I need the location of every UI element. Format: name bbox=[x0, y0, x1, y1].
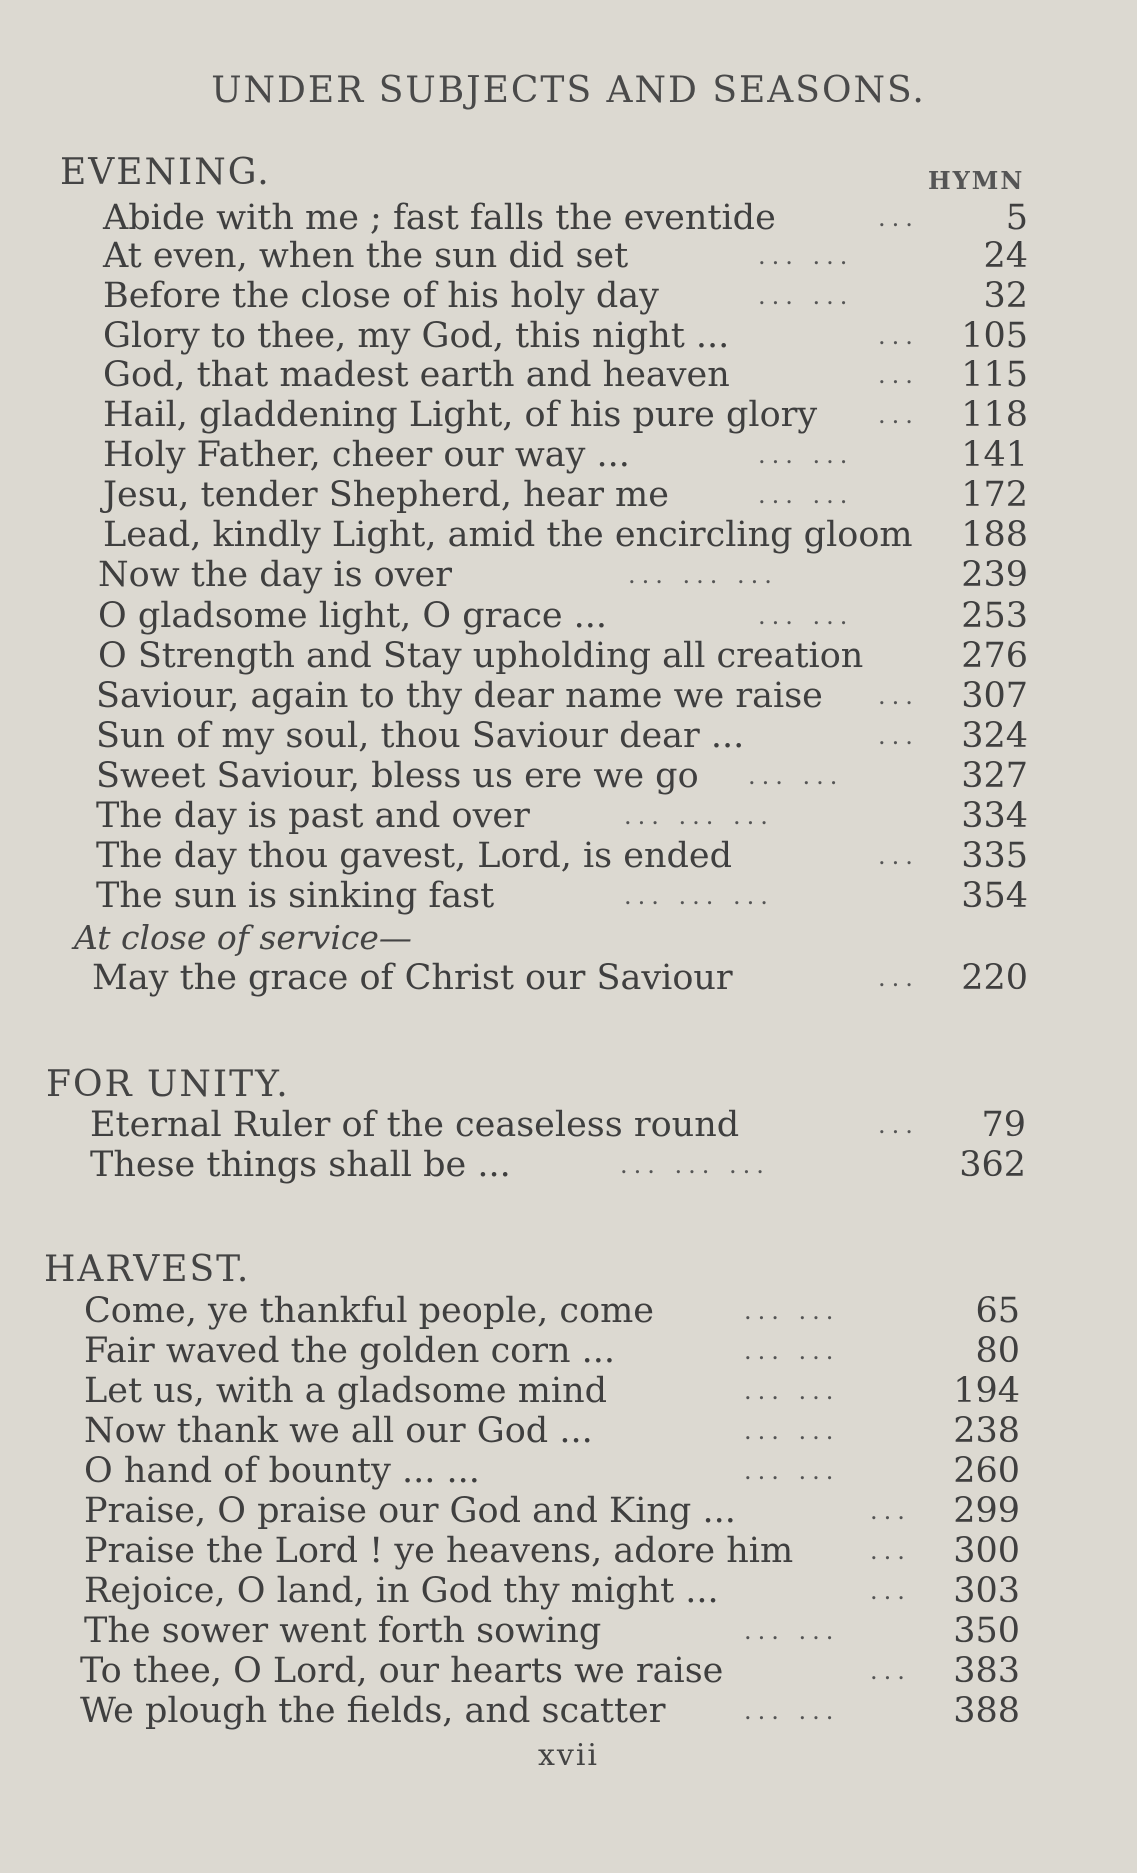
hymn-number: 24 bbox=[983, 236, 1028, 276]
hymn-entry bbox=[103, 395, 1028, 435]
hymn-entry bbox=[103, 198, 1028, 238]
hymn-title: To thee, O Lord, our hearts we raise bbox=[80, 1651, 724, 1691]
hymn-entry bbox=[103, 475, 1028, 515]
hymn-title: At even, when the sun did set bbox=[103, 236, 629, 276]
leader-dots: ... bbox=[878, 842, 919, 870]
hymn-title: We plough the fields, and scatter bbox=[80, 1691, 666, 1731]
leader-dots: ... ... bbox=[758, 441, 854, 469]
hymn-title: Sun of my soul, thou Saviour dear ... bbox=[96, 716, 745, 756]
hymn-entry bbox=[80, 1691, 1020, 1731]
hymn-number: 194 bbox=[953, 1371, 1020, 1411]
leader-dots: ... bbox=[870, 1537, 911, 1565]
leader-dots: ... bbox=[878, 361, 919, 389]
hymn-number: 188 bbox=[961, 515, 1028, 555]
hymn-title: These things shall be ... bbox=[90, 1145, 511, 1185]
leader-dots: ... ... bbox=[744, 1417, 840, 1445]
hymn-title: Let us, with a gladsome mind bbox=[84, 1371, 608, 1411]
hymn-number: 307 bbox=[961, 676, 1028, 716]
leader-dots: ... ... bbox=[744, 1457, 840, 1485]
hymn-number: 327 bbox=[961, 756, 1028, 796]
hymn-entry bbox=[84, 1411, 1020, 1451]
leader-dots: ... bbox=[878, 1111, 919, 1139]
leader-dots: ... ... bbox=[758, 242, 854, 270]
hymn-entry bbox=[84, 1331, 1020, 1371]
leader-dots: ... ... bbox=[758, 282, 854, 310]
leader-dots: ... bbox=[870, 1657, 911, 1685]
leader-dots: ... ... ... bbox=[624, 802, 774, 830]
hymn-number: 141 bbox=[961, 435, 1028, 475]
leader-dots: ... ... ... bbox=[628, 561, 778, 589]
hymn-title: Come, ye thankful people, come bbox=[84, 1291, 654, 1331]
hymn-entry bbox=[90, 1145, 1026, 1185]
hymn-entry bbox=[84, 1291, 1020, 1331]
hymn-number: 299 bbox=[953, 1491, 1020, 1531]
hymn-title: Now thank we all our God ... bbox=[84, 1411, 593, 1451]
hymn-number: 303 bbox=[953, 1571, 1020, 1611]
hymn-entry bbox=[90, 1105, 1026, 1145]
leader-dots: ... ... bbox=[748, 762, 844, 790]
hymn-entry bbox=[103, 316, 1028, 356]
hymn-title: Now the day is over bbox=[98, 555, 452, 595]
hymn-entry bbox=[84, 1491, 1020, 1531]
hymn-number: 388 bbox=[953, 1691, 1020, 1731]
hymn-number: 80 bbox=[975, 1331, 1020, 1371]
hymn-title: Lead, kindly Light, amid the encircling gloom bbox=[103, 515, 913, 555]
section-title-unity: FOR UNITY. bbox=[46, 1064, 290, 1105]
hymn-entry bbox=[103, 276, 1028, 316]
hymn-entry bbox=[96, 836, 1028, 876]
hymn-entry bbox=[103, 236, 1028, 276]
hymn-title: Glory to thee, my God, this night ... bbox=[103, 316, 730, 356]
leader-dots: ... bbox=[878, 204, 919, 232]
section-title-harvest: HARVEST. bbox=[44, 1249, 251, 1290]
hymn-entry bbox=[84, 1571, 1020, 1611]
hymn-title: Saviour, again to thy dear name we raise bbox=[96, 676, 823, 716]
hymn-number: 172 bbox=[961, 475, 1028, 515]
hymn-number: 362 bbox=[959, 1145, 1026, 1185]
hymn-number: 300 bbox=[953, 1531, 1020, 1571]
hymn-entry bbox=[98, 596, 1028, 636]
hymn-number: 118 bbox=[961, 395, 1028, 435]
leader-dots: ... ... bbox=[744, 1697, 840, 1725]
leader-dots: ... ... ... bbox=[624, 882, 774, 910]
hymn-number: 383 bbox=[953, 1651, 1020, 1691]
hymn-entry bbox=[103, 435, 1028, 475]
hymn-title: Sweet Saviour, bless us ere we go bbox=[96, 756, 699, 796]
hymn-number: 239 bbox=[961, 555, 1028, 595]
hymn-entry bbox=[103, 515, 1028, 555]
leader-dots: ... bbox=[878, 401, 919, 429]
hymn-title: God, that madest earth and heaven bbox=[103, 355, 730, 395]
hymn-entry bbox=[98, 555, 1028, 595]
leader-dots: ... ... bbox=[744, 1337, 840, 1365]
hymn-number: 105 bbox=[961, 316, 1028, 356]
leader-dots: ... ... bbox=[744, 1297, 840, 1325]
leader-dots: ... bbox=[878, 722, 919, 750]
hymn-title: O hand of bounty ... ... bbox=[84, 1451, 480, 1491]
page-header: UNDER SUBJECTS AND SEASONS. bbox=[211, 70, 926, 111]
hymn-number: 253 bbox=[961, 596, 1028, 636]
hymn-number: 276 bbox=[961, 636, 1028, 676]
hymn-title: Abide with me ; fast falls the eventide bbox=[103, 198, 776, 238]
page-number: xvii bbox=[537, 1738, 600, 1773]
hymn-number: 260 bbox=[953, 1451, 1020, 1491]
hymn-title: The day is past and over bbox=[96, 796, 530, 836]
leader-dots: ... bbox=[870, 1497, 911, 1525]
hymn-number: 32 bbox=[983, 276, 1028, 316]
hymn-title: Holy Father, cheer our way ... bbox=[103, 435, 630, 475]
hymn-number: 220 bbox=[961, 958, 1028, 998]
hymn-entry bbox=[80, 1651, 1020, 1691]
hymn-title: O gladsome light, O grace ... bbox=[98, 596, 608, 636]
hymn-title: O Strength and Stay upholding all creation bbox=[98, 636, 864, 676]
hymn-title: Praise the Lord ! ye heavens, adore him bbox=[84, 1531, 794, 1571]
hymn-title: May the grace of Christ our Saviour bbox=[92, 958, 733, 998]
hymn-entry bbox=[96, 876, 1028, 916]
hymn-entry bbox=[96, 716, 1028, 756]
hymn-number: 238 bbox=[953, 1411, 1020, 1451]
leader-dots: ... bbox=[878, 322, 919, 350]
hymn-entry bbox=[103, 355, 1028, 395]
hymn-entry bbox=[84, 1451, 1020, 1491]
hymn-title: Hail, gladdening Light, of his pure glory bbox=[103, 395, 818, 435]
hymn-column-label: HYMN bbox=[928, 166, 1025, 195]
hymn-number: 115 bbox=[961, 355, 1028, 395]
hymn-number: 79 bbox=[981, 1105, 1026, 1145]
leader-dots: ... ... bbox=[744, 1377, 840, 1405]
hymn-entry bbox=[84, 1611, 1020, 1651]
hymn-title: The sun is sinking fast bbox=[96, 876, 495, 916]
hymn-title: Eternal Ruler of the ceaseless round bbox=[90, 1105, 740, 1145]
subhead-close-of-service: At close of service— bbox=[74, 918, 412, 957]
hymn-number: 350 bbox=[953, 1611, 1020, 1651]
leader-dots: ... bbox=[878, 682, 919, 710]
hymn-entry bbox=[84, 1371, 1020, 1411]
hymn-entry bbox=[96, 796, 1028, 836]
hymn-title: Jesu, tender Shepherd, hear me bbox=[103, 475, 669, 515]
hymn-entry bbox=[92, 958, 1028, 998]
hymn-number: 335 bbox=[961, 836, 1028, 876]
hymn-number: 334 bbox=[961, 796, 1028, 836]
hymn-number: 65 bbox=[975, 1291, 1020, 1331]
hymn-entry bbox=[84, 1531, 1020, 1571]
leader-dots: ... ... ... bbox=[620, 1151, 770, 1179]
hymn-title: The sower went forth sowing bbox=[84, 1611, 602, 1651]
hymn-title: Fair waved the golden corn ... bbox=[84, 1331, 616, 1371]
hymn-number: 324 bbox=[961, 716, 1028, 756]
hymn-number: 5 bbox=[1005, 198, 1028, 238]
hymn-entry bbox=[96, 676, 1028, 716]
hymn-entry bbox=[98, 636, 1028, 676]
leader-dots: ... ... bbox=[758, 481, 854, 509]
hymn-title: Before the close of his holy day bbox=[103, 276, 659, 316]
leader-dots: ... ... bbox=[758, 602, 854, 630]
leader-dots: ... ... bbox=[744, 1617, 840, 1645]
hymn-title: Rejoice, O land, in God thy might ... bbox=[84, 1571, 719, 1611]
hymn-title: Praise, O praise our God and King ... bbox=[84, 1491, 736, 1531]
hymn-entry bbox=[96, 756, 1028, 796]
hymn-title: The day thou gavest, Lord, is ended bbox=[96, 836, 733, 876]
section-title-evening: EVENING. bbox=[60, 152, 271, 193]
leader-dots: ... bbox=[878, 964, 919, 992]
leader-dots: ... bbox=[870, 1577, 911, 1605]
hymn-number: 354 bbox=[961, 876, 1028, 916]
